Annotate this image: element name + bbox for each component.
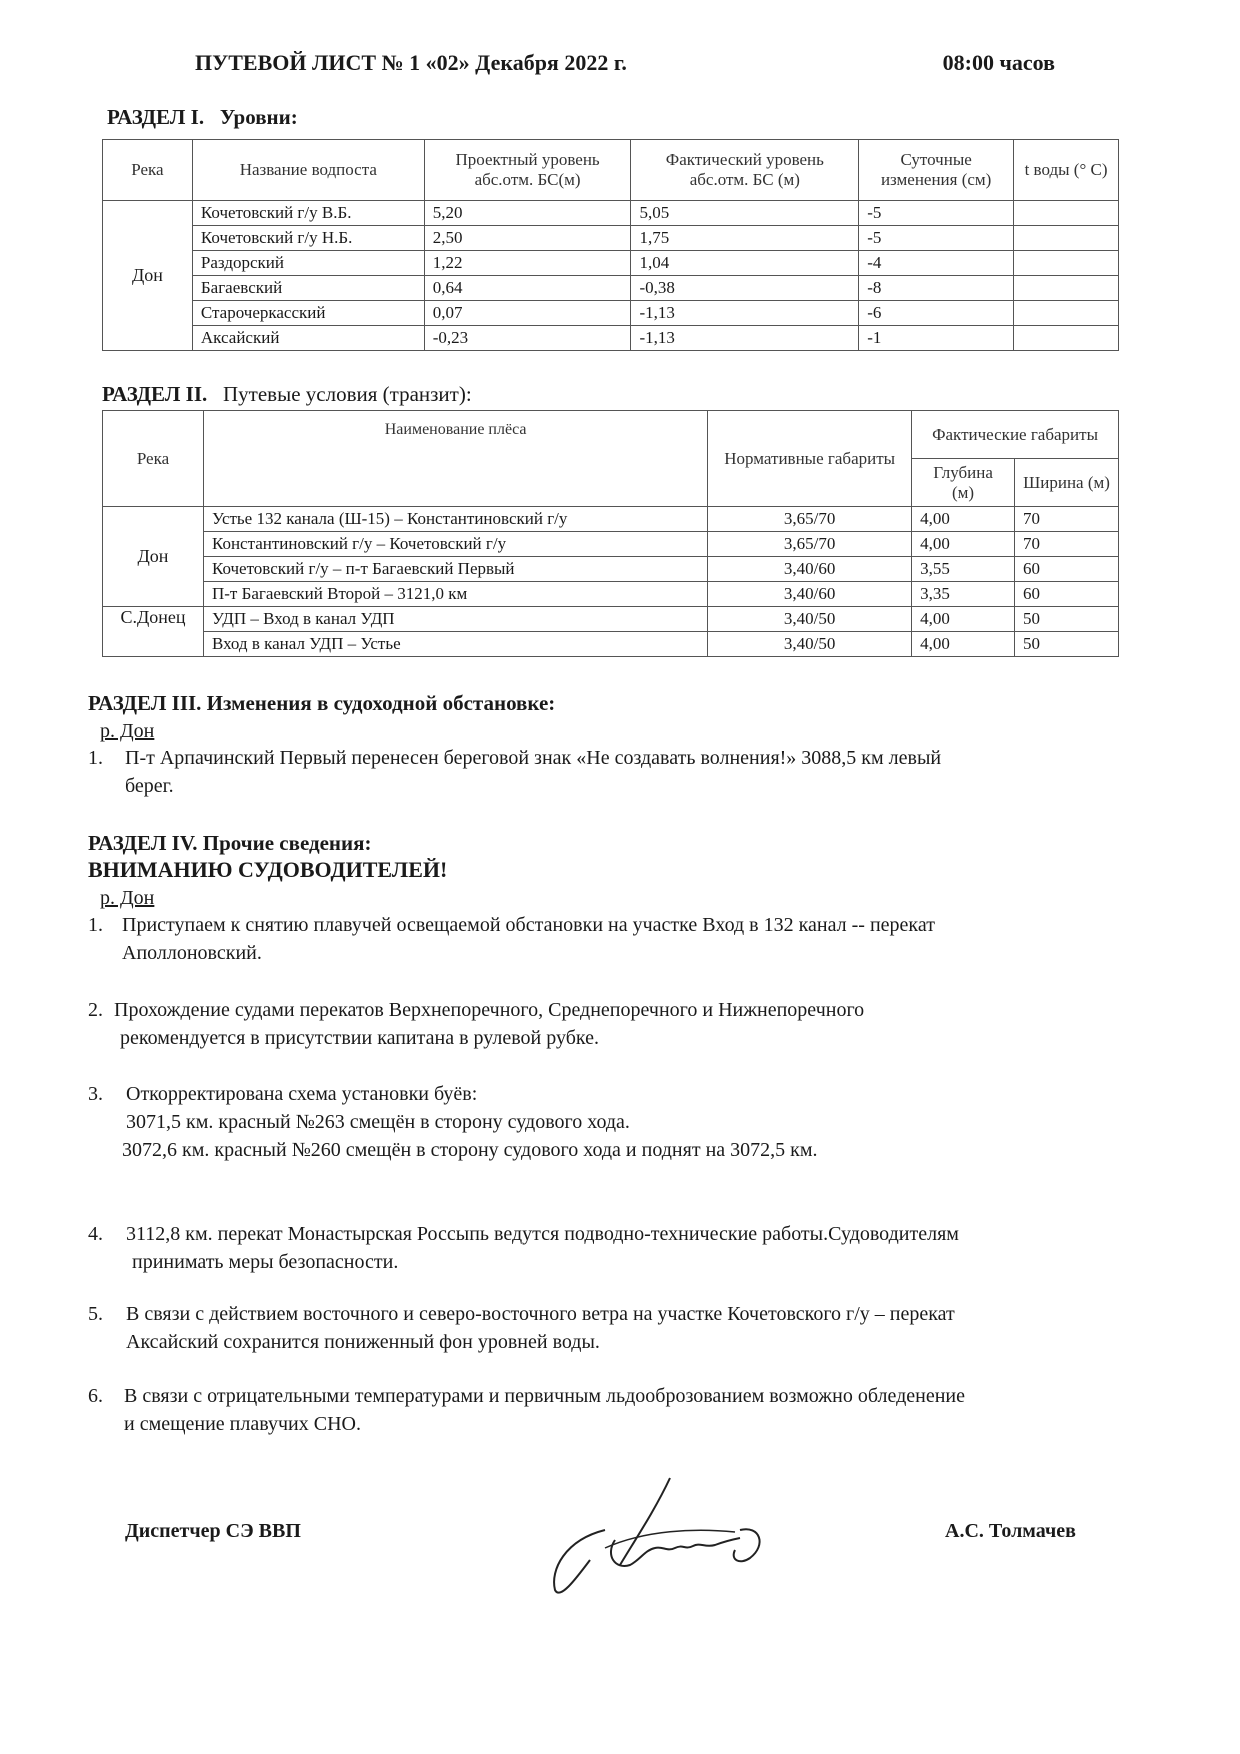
depth: 4,00 [912, 532, 1015, 557]
item-number: 5. [88, 1303, 103, 1325]
col-header-normative: Нормативные габариты [708, 411, 912, 507]
col-header-actual-dims: Фактические габариты [912, 411, 1119, 459]
item-line: Откорректирована схема установки буёв: [126, 1083, 478, 1105]
item-line: Аксайский сохранится пониженный фон уровней воды. [126, 1331, 600, 1353]
item-line: П-т Арпачинский Первый перенесен береговой знак «Не создавать волнения!» 3088,5 км левый [125, 747, 942, 769]
actual-level: -0,38 [631, 276, 859, 301]
section1-heading [107, 105, 298, 130]
daily-change: -5 [859, 226, 1014, 251]
daily-change: -5 [859, 201, 1014, 226]
section3-river: р. Дон [100, 720, 155, 742]
normative-dims: 3,40/50 [708, 632, 912, 657]
item-line: берег. [125, 775, 174, 797]
station-name: Багаевский [192, 276, 424, 301]
section1-label: РАЗДЕЛ I. [107, 105, 205, 129]
width: 60 [1015, 582, 1119, 607]
item-line: 3072,6 км. красный №260 смещён в сторону судового хода и поднят на 3072,5 км. [122, 1139, 818, 1161]
section3-title: РАЗДЕЛ III. Изменения в судоходной обстановке: [88, 691, 556, 715]
item-number: 1. [88, 747, 103, 769]
section4-item-1 [88, 911, 1188, 964]
item-number: 6. [88, 1385, 103, 1407]
item-line: Аполлоновский. [122, 942, 262, 964]
levels-table [102, 139, 1119, 351]
project-level: 1,22 [424, 251, 631, 276]
col-header-actual-level: Фактический уровень абс.отм. БС (м) [631, 140, 859, 201]
project-level: 0,07 [424, 301, 631, 326]
item-number: 2. [88, 999, 103, 1021]
reach-name: УДП – Вход в канал УДП [203, 607, 707, 632]
table-row [103, 326, 1119, 351]
water-temp [1014, 251, 1119, 276]
reach-name: Вход в канал УДП – Устье [203, 632, 707, 657]
col-header-water-temp: t воды (° С) [1014, 140, 1119, 201]
project-level: 5,20 [424, 201, 631, 226]
col-header-width: Ширина (м) [1015, 459, 1119, 507]
reach-name: Устье 132 канала (Ш-15) – Константиновский г/у [203, 507, 707, 532]
header [195, 50, 1055, 76]
table-row [103, 632, 1119, 657]
transit-table [102, 410, 1119, 657]
section1-title: Уровни: [219, 105, 298, 129]
normative-dims: 3,65/70 [708, 507, 912, 532]
actual-level: -1,13 [631, 301, 859, 326]
section2-label: РАЗДЕЛ II. [102, 382, 208, 406]
width: 70 [1015, 532, 1119, 557]
section4-item-6 [88, 1382, 1188, 1435]
footer-name: А.С. Толмачев [945, 1520, 1076, 1542]
project-level: 2,50 [424, 226, 631, 251]
water-temp [1014, 326, 1119, 351]
station-name: Аксайский [192, 326, 424, 351]
station-name: Кочетовский г/у В.Б. [192, 201, 424, 226]
daily-change: -4 [859, 251, 1014, 276]
daily-change: -6 [859, 301, 1014, 326]
water-temp [1014, 226, 1119, 251]
table-row [103, 276, 1119, 301]
signature-icon [545, 1470, 775, 1600]
item-line: и смещение плавучих СНО. [124, 1413, 361, 1435]
normative-dims: 3,40/60 [708, 557, 912, 582]
daily-change: -8 [859, 276, 1014, 301]
item-line: принимать меры безопасности. [132, 1251, 399, 1273]
width: 60 [1015, 557, 1119, 582]
reach-name: Кочетовский г/у – п-т Багаевский Первый [203, 557, 707, 582]
project-level: 0,64 [424, 276, 631, 301]
table-row [103, 226, 1119, 251]
normative-dims: 3,40/60 [708, 582, 912, 607]
col-header-reach: Наименование плёса [203, 411, 707, 507]
normative-dims: 3,65/70 [708, 532, 912, 557]
col-header-station: Название водпоста [192, 140, 424, 201]
col-header-project-level: Проектный уровень абс.отм. БС(м) [424, 140, 631, 201]
daily-change: -1 [859, 326, 1014, 351]
river-cell: С.Донец [103, 607, 204, 657]
section4-subtitle: ВНИМАНИЮ СУДОВОДИТЕЛЕЙ! [88, 857, 448, 882]
section4-item-4 [88, 1220, 1188, 1273]
section3-item [88, 744, 1188, 797]
table-row [103, 582, 1119, 607]
col-header-daily-change: Суточные изменения (см) [859, 140, 1014, 201]
depth: 3,35 [912, 582, 1015, 607]
item-line: В связи с действием восточного и северо-восточного ветра на участке Кочетовского г/у – перекат [126, 1303, 955, 1325]
actual-level: -1,13 [631, 326, 859, 351]
col-header-river: Река [103, 140, 193, 201]
section4-item-5 [88, 1300, 1188, 1353]
col-header-depth: Глубина (м) [912, 459, 1015, 507]
width: 50 [1015, 632, 1119, 657]
section4-title: РАЗДЕЛ IV. Прочие сведения: [88, 831, 372, 855]
section2-heading [102, 382, 472, 407]
item-line: 3112,8 км. перекат Монастырская Россыпь ведутся подводно-технические работы.Судоводителям [126, 1223, 959, 1245]
section4-river: р. Дон [100, 887, 155, 909]
actual-level: 5,05 [631, 201, 859, 226]
water-temp [1014, 201, 1119, 226]
item-number: 3. [88, 1083, 103, 1105]
item-line: 3071,5 км. красный №263 смещён в сторону судового хода. [126, 1111, 630, 1133]
section4-item-3 [88, 1080, 1188, 1161]
item-line: рекомендуется в присутствии капитана в рулевой рубке. [120, 1027, 599, 1049]
river-cell: Дон [103, 507, 204, 607]
table-row [103, 532, 1119, 557]
table-row [103, 301, 1119, 326]
station-name: Кочетовский г/у Н.Б. [192, 226, 424, 251]
water-temp [1014, 301, 1119, 326]
section4-item-2 [88, 996, 1188, 1049]
reach-name: Константиновский г/у – Кочетовский г/у [203, 532, 707, 557]
width: 50 [1015, 607, 1119, 632]
river-cell: Дон [103, 201, 193, 351]
station-name: Старочеркасский [192, 301, 424, 326]
document-time: 08:00 часов [942, 50, 1055, 75]
depth: 3,55 [912, 557, 1015, 582]
col-header-river: Река [103, 411, 204, 507]
item-number: 1. [88, 914, 103, 936]
depth: 4,00 [912, 632, 1015, 657]
item-number: 4. [88, 1223, 103, 1245]
table-row [103, 251, 1119, 276]
footer-position: Диспетчер СЭ ВВП [125, 1520, 301, 1542]
station-name: Раздорский [192, 251, 424, 276]
document-title: ПУТЕВОЙ ЛИСТ № 1 «02» Декабря 2022 г. [195, 50, 627, 75]
item-line: Приступаем к снятию плавучей освещаемой обстановки на участке Вход в 132 канал -- перекат [122, 914, 935, 936]
table-row [103, 607, 1119, 632]
actual-level: 1,04 [631, 251, 859, 276]
item-line: В связи с отрицательными температурами и первичным льдооброзованием возможно обледенение [124, 1385, 966, 1407]
section2-title: Путевые условия (транзит): [223, 382, 472, 406]
water-temp [1014, 276, 1119, 301]
width: 70 [1015, 507, 1119, 532]
project-level: -0,23 [424, 326, 631, 351]
depth: 4,00 [912, 507, 1015, 532]
table-row [103, 201, 1119, 226]
depth: 4,00 [912, 607, 1015, 632]
table-row [103, 507, 1119, 532]
item-line: Прохождение судами перекатов Верхнепоречного, Среднепоречного и Нижнепоречного [114, 999, 865, 1021]
reach-name: П-т Багаевский Второй – 3121,0 км [203, 582, 707, 607]
table-row [103, 557, 1119, 582]
actual-level: 1,75 [631, 226, 859, 251]
normative-dims: 3,40/50 [708, 607, 912, 632]
